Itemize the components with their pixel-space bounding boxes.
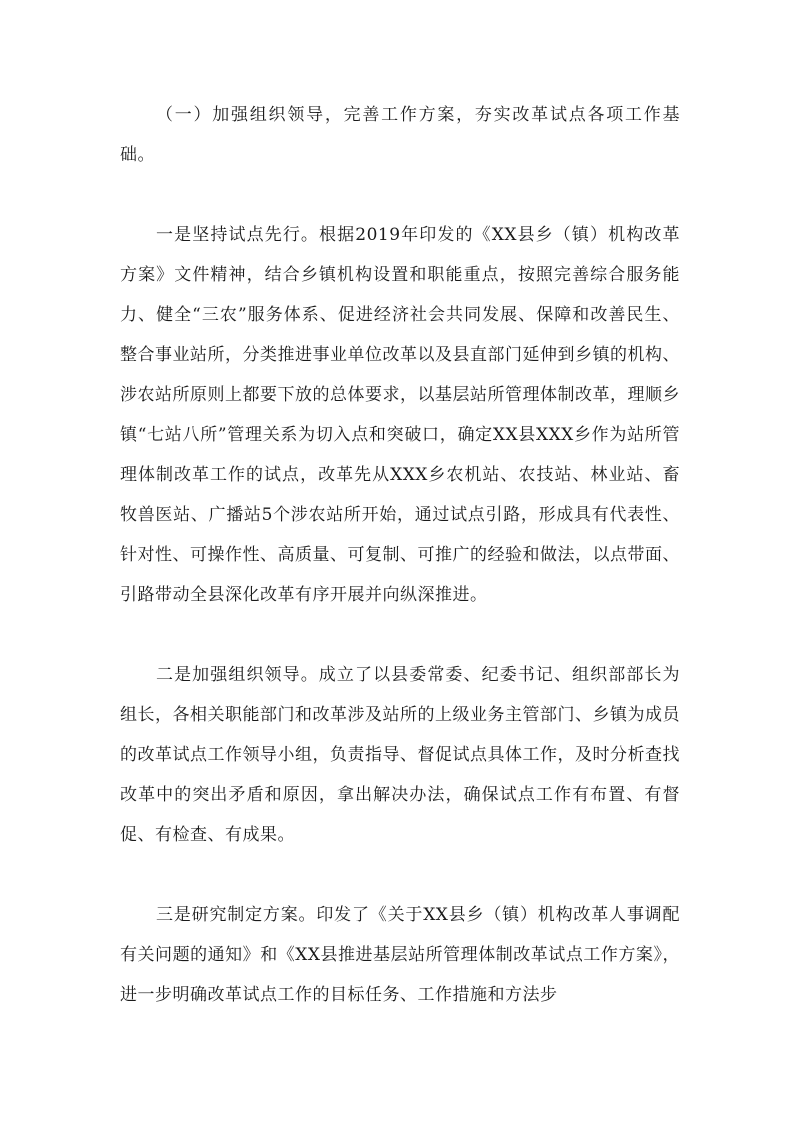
section-heading-paragraph: （一）加强组织领导，完善工作方案，夯实改革试点各项工作基础。	[120, 105, 680, 165]
document-body	[120, 95, 680, 1015]
paragraph-plan: 三是研究制定方案。印发了《关于XX县乡（镇）机构改革人事调配有关问题的通知》和《XX县推进基层站所管理体制改革试点工作方案》，进一步明确改革试点工作的目标任务、工作措施和方法步	[120, 905, 680, 1005]
paragraph-pilot-first: 一是坚持试点先行。根据2019年印发的《XX县乡（镇）机构改革方案》文件精神，结合乡镇机构设置和职能重点，按照完善综合服务能力、健全“三农”服务体系、促进经济社会共同发展、保障和改善民生、整合事业站所，分类推进事业单位改革以及县直部门延伸到乡镇的机构、涉农站所原则上都要下放的总体要求，以基层站所管理体制改革，理顺乡镇“七站八所”管理关系为切入点和突破口，确定XX县XXX乡作为站所管理体制改革工作的试点，改革先从XXX乡农机站、农技站、林业站、畜牧兽医站、广播站5个涉农站所开始，通过试点引路，形成具有代表性、针对性、可操作性、高质量、可复制、可推广的经验和做法，以点带面、引路带动全县深化改革有序开展并向纵深推进。	[120, 225, 680, 605]
paragraph-leadership: 二是加强组织领导。成立了以县委常委、纪委书记、组织部部长为组长，各相关职能部门和改革涉及站所的上级业务主管部门、乡镇为成员的改革试点工作领导小组，负责指导、督促试点具体工作，及时分析查找改革中的突出矛盾和原因，拿出解决办法，确保试点工作有布置、有督促、有检查、有成果。	[120, 665, 680, 845]
